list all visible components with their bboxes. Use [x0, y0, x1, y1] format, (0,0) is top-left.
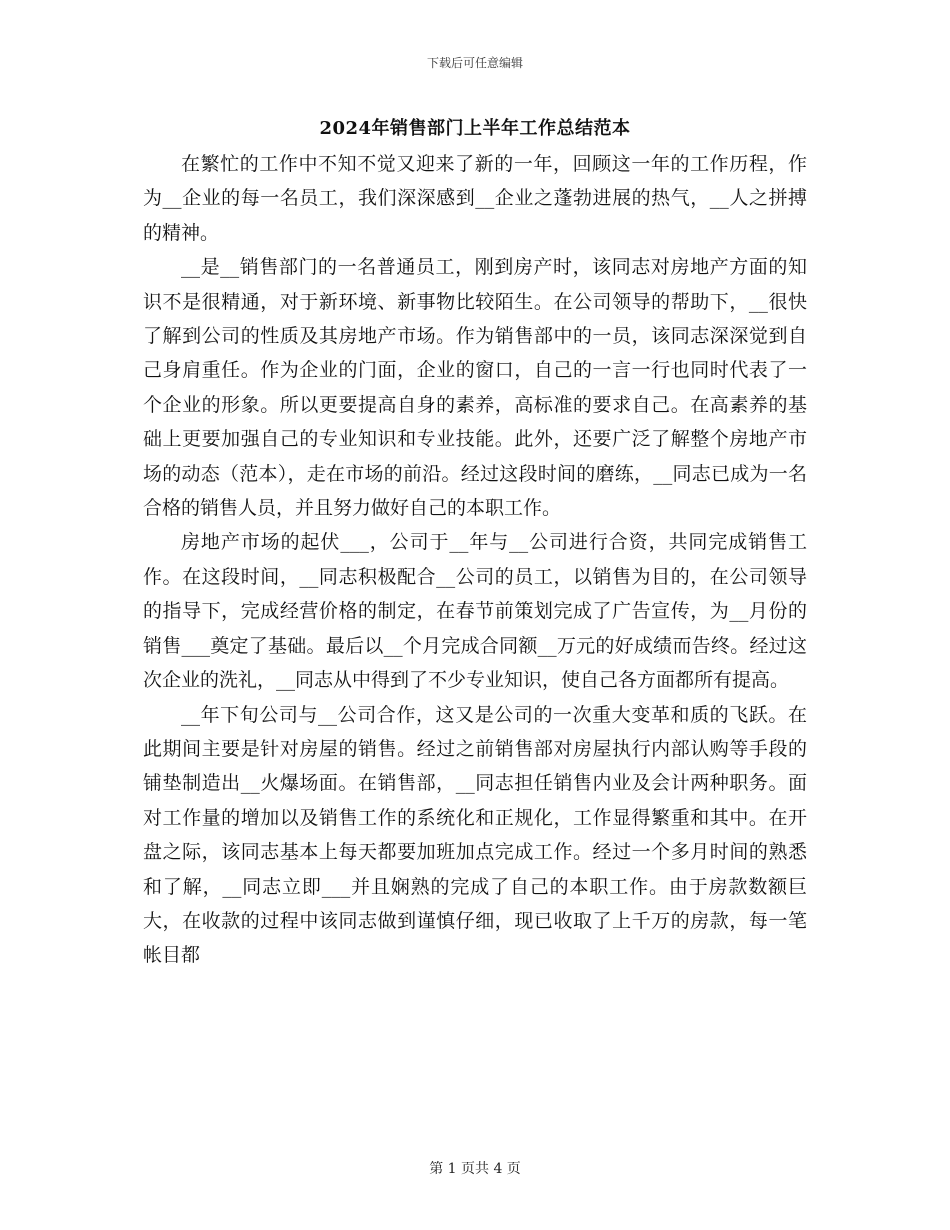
header-note: 下载后可任意编辑: [426, 56, 523, 70]
page-number: 第 1 页共 4 页: [429, 1161, 521, 1177]
paragraph-2: __是__销售部门的一名普通员工，刚到房产时，该同志对房地产方面的知识不是很精通，对于新环境、新事物比较陌生。在公司领导的帮助下，__很快了解到公司的性质及其房地产市场。作为销售部中的一员，该同志深深觉到自己身肩重任。作为企业的门面，企业的窗口，自己的一言一行也同时代表了一个企业的形象。所以更要提高自身的素养，高标准的要求自己。在高素养的基础上更要加强自己的专业知识和专业技能。此外，还要广泛了解整个房地产市场的动态（范本），走在市场的前沿。经过这段时间的磨练，__同志已成为一名合格的销售人员，并且努力做好自己的本职工作。: [143, 256, 807, 520]
paragraph-1: 在繁忙的工作中不知不觉又迎来了新的一年，回顾这一年的工作历程，作为__企业的每一名员工，我们深深感到__企业之蓬勃进展的热气，__人之拼搏的精神。: [143, 153, 807, 244]
document-title: 2024年销售部门上半年工作总结范本: [319, 118, 631, 139]
paragraph-4: __年下旬公司与__公司合作，这又是公司的一次重大变革和质的飞跃。在此期间主要是针对房屋的销售。经过之前销售部对房屋执行内部认购等手段的铺垫制造出__火爆场面。在销售部，__同志担任销售内业及会计两种职务。面对工作量的增加以及销售工作的系统化和正规化，工作显得繁重和其中。在开盘之际，该同志基本上每天都要加班加点完成工作。经过一个多月时间的熟悉和了解，__同志立即___并且娴熟的完成了自己的本职工作。由于房款数额巨大，在收款的过程中该同志做到谨慎仔细，现已收取了上千万的房款，每一笔帐目都: [143, 703, 807, 967]
paragraph-3: 房地产市场的起伏___，公司于__年与__公司进行合资，共同完成销售工作。在这段时间，__同志积极配合__公司的员工，以销售为目的，在公司领导的指导下，完成经营价格的制定，在春节前策划完成了广告宣传，为__月份的销售___奠定了基础。最后以__个月完成合同额__万元的好成绩而告终。经过这次企业的洗礼，__同志从中得到了不少专业知识，使自己各方面都所有提高。: [143, 531, 807, 692]
document-body: [143, 147, 807, 973]
